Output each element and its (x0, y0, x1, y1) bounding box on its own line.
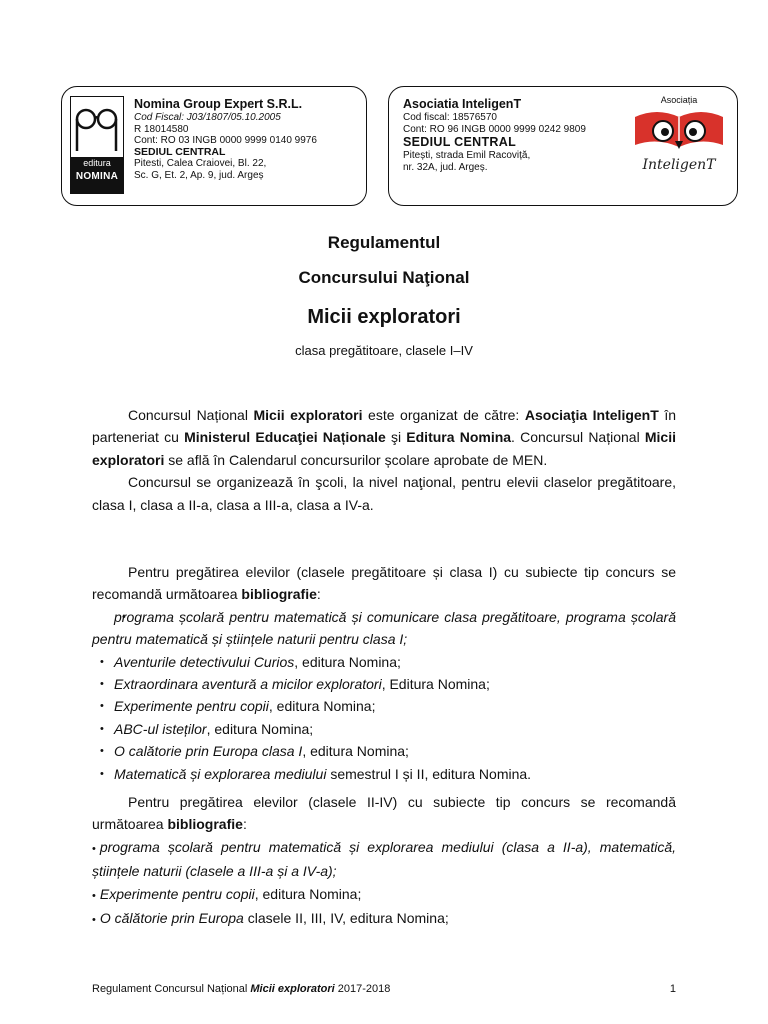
list-item: • programa școlară pentru matematică și comunicare clasa pregătitoare, programa școlară pentru matematică și științele naturii pentru clasa I; (92, 606, 676, 651)
nomina-hq-label: SEDIUL CENTRAL (134, 145, 226, 158)
nomina-account: Cont: RO 03 INGB 0000 9999 0140 9976 (134, 135, 317, 147)
inteligent-fiscal-code: Cod fiscal: 18576570 (403, 112, 497, 123)
list-item: • programa școlară pentru matematică și explorarea mediului (clasa a II-a), matematică, științele naturii (clasele a III-a și a IV-a); (92, 838, 676, 880)
inteligent-logo (625, 93, 733, 197)
list-item: • O călătorie prin Europa clasele II, III, IV, editura Nomina; (92, 910, 449, 927)
list-item: • ABC-ul isteților, editura Nomina; (92, 718, 676, 740)
inteligent-account: Cont: RO 96 INGB 0000 9999 0242 9809 (403, 123, 586, 135)
section1-intro: Pentru pregătirea elevilor (clasele pregătitoare și clasa I) cu subiecte tip concurs se recomandă următoarea bibliografie: (92, 564, 676, 603)
bibliography-section-1 (92, 561, 676, 785)
doc-title-line3: Micii exploratori (307, 306, 461, 328)
page-footer (92, 983, 676, 995)
inteligent-address-line1: Pitești, strada Emil Racoviță, (403, 150, 531, 162)
nomina-logo (70, 96, 124, 194)
nomina-fiscal-code: Cod Fiscal: J03/1807/05.10.2005 (134, 112, 281, 123)
logo-nomina-text: NOMINA (75, 171, 119, 182)
list-item: • Experimente pentru copii, editura Nomina; (92, 885, 362, 902)
section1-list (92, 606, 676, 785)
inteligent-company-name: Asociatia InteligenT (403, 97, 522, 111)
header-inteligent-box (388, 86, 738, 206)
nomina-address-line1: Pitesti, Calea Craiovei, Bl. 22, (134, 158, 267, 170)
list-item: • O calătorie prin Europa clasa I, editura Nomina; (92, 740, 676, 762)
inteligent-address-line2: nr. 32A, jud. Argeș. (403, 161, 488, 173)
doc-title-line1: Regulamentul (327, 233, 441, 252)
header-nomina-box (61, 86, 367, 206)
list-item: • Extraordinara aventură a micilor exploratori, Editura Nomina; (92, 673, 676, 695)
inteligent-logo-asociatia: Asociația (660, 95, 698, 105)
intro-section (92, 404, 676, 516)
footer-text: Regulament Concursul Național Micii exploratori 2017-2018 (92, 983, 391, 995)
doc-subtitle: clasa pregătitoare, clasele I–IV (295, 343, 473, 358)
nomina-logo-label (71, 157, 123, 193)
nomina-details (134, 97, 364, 182)
glasses-icon (71, 97, 122, 157)
section2-intro: Pentru pregătirea elevilor (clasele II-IV) cu subiecte tip concurs se recomandă următoarea bibliografie: (92, 794, 676, 833)
list-item: • Matematică și explorarea mediului semestrul I și II, editura Nomina. (92, 763, 676, 785)
page-number: 1 (669, 983, 676, 995)
inteligent-hq-label: SEDIUL CENTRAL (403, 135, 517, 150)
list-item: • Aventurile detectivului Curios, editura Nomina; (92, 651, 676, 673)
intro-paragraph-1: Concursul Național Micii exploratori este organizat de către: Asociaţia InteligenT în parteneriat cu Ministerul Educaţiei Naționale şi Editura Nomina. Concursul Național Micii exploratori se află în Calendarul concursurilor școlare aprobate de MEN. (92, 407, 677, 468)
section2-list (92, 836, 676, 932)
list-item: • Experimente pentru copii, editura Nomina; (92, 695, 676, 717)
intro-paragraph-2: Concursul se organizează în şcoli, la nivel naţional, pentru elevii claselor pregătitoare, clasa I, clasa a II-a, clasa a III-a, clasa a IV-a. (92, 474, 676, 513)
doc-title-line2: Concursului Naţional (298, 268, 470, 287)
bibliography-section-2 (92, 791, 676, 931)
nomina-address-line2: Sc. G, Et. 2, Ap. 9, jud. Argeș (134, 169, 264, 181)
owl-book-icon (631, 105, 727, 163)
logo-editura-text: editura (83, 158, 111, 168)
nomina-company-name: Nomina Group Expert S.R.L. (134, 97, 303, 111)
inteligent-details (403, 97, 633, 173)
inteligent-logo-brand: InteligenT (642, 157, 716, 173)
nomina-reg-number: R 18014580 (134, 123, 189, 135)
